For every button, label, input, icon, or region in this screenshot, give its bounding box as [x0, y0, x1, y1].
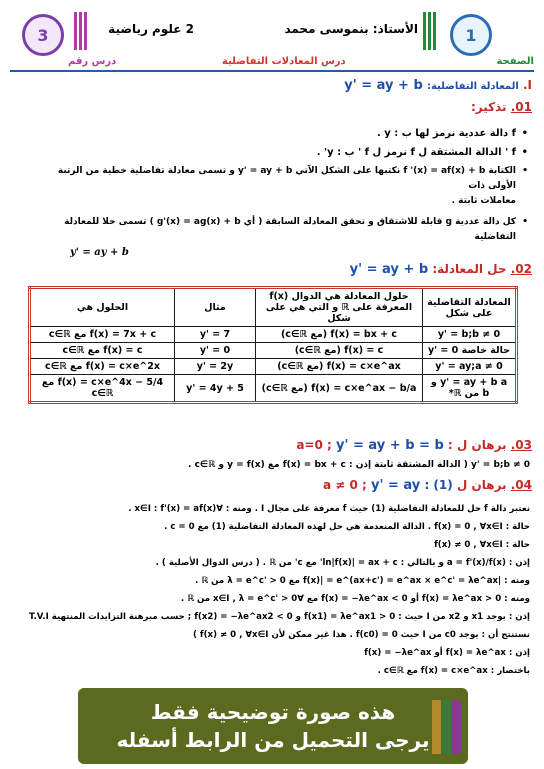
table-header: مثال [175, 288, 256, 327]
table-cell: y' = b;b ≠ 0 [423, 327, 517, 343]
table-cell: f(x) = c مع c∈ℝ [30, 343, 175, 359]
section-1-heading [232, 78, 532, 93]
proof-line-3: حالة : f(x) ≠ 0 , ∀x∈I [434, 540, 530, 550]
teacher-name: الأستاذ: بنموسى محمد [284, 22, 418, 36]
table-cell: y' = 0 [175, 343, 256, 359]
recall-item-4: • كل دالة عددية g قابلة للاشتقاق و تحقق المعادلة السابقة ( أي g'(x) = ag(x) + b ) تسمى حلا للمعادلة التفاضلية [30, 215, 530, 245]
page-header [8, 6, 536, 68]
lesson-number-logo [22, 14, 64, 56]
sub-03-line: y' = b;b ≠ 0 ( الدالة المشتقة ثابتة إذن : f(x) = bx + c مع y = f(x) و c∈ℝ . [188, 460, 530, 470]
recall-item-3: • الكتابة f '(x) = af(x) + b نكتبها على الشكل الآتي y' = ay + b و تسمى معادلة تفاضلية خطية من الرتبة الأولى ذات [30, 164, 530, 194]
proof-line-1: نعتبر دالة f حل للمعادلة التفاضلية (1) حيث f معرفة على مجال I . ومنه : ∀x∈I : f'(x) = af(x) . [128, 504, 530, 514]
table-cell: f(x) = c×e^ax − b/a (مع c∈ℝ) [256, 375, 423, 403]
sub-01-heading [471, 100, 532, 114]
proof-line-4: إذن : a = f'(x)/f(x) و بالتالي : ln|f(x)| = ax + c' مع c' من ℝ . ( درس الدوال الأصلية ) . [155, 558, 530, 568]
lesson-number-label: درس رقم [68, 56, 117, 67]
header-color-bars-right [423, 12, 436, 50]
page-number: 1 [465, 25, 477, 45]
banner-line-2: يرجى التحميل من الرابط أسفله [116, 728, 430, 752]
sub-02-title: حل المعادلة: [432, 262, 507, 276]
proof-line-7: إذن : يوجد x1 و x2 من I حيث : f(x1) = λe^ax1 > 0 و f(x2) = −λe^ax2 < 0 ; حسب مبرهنة التزايدات المنتهية T.V.I [28, 612, 530, 622]
table-row [30, 327, 517, 343]
table-cell: f(x) = c×e^ax (مع c∈ℝ) [256, 359, 423, 375]
solutions-table-wrap [28, 286, 518, 404]
sub-02-equation: y' = ay + b [349, 262, 429, 277]
proof-line-8: نستنتج أن : يوجد c0 من I حيث f(c0) = 0 . هذا غير ممكن لأن f(x) ≠ 0 , ∀x∈I ) [192, 630, 530, 640]
section-1-num: I. [522, 78, 532, 92]
table-cell: y' = 7 [175, 327, 256, 343]
proof-line-5: ومنه : |f(x)| = e^(ax+c') = e^ax × e^c' = λe^ax مع λ = e^c' > 0 من ℝ . [195, 576, 530, 586]
sub-04-title: برهان ل a ≠ 0 ; [322, 478, 507, 492]
table-row [30, 343, 517, 359]
sub-02-heading [350, 262, 532, 277]
table-cell: y' = 4y + 5 [175, 375, 256, 403]
sub-02-num: 02. [510, 262, 532, 276]
sub-04-equation: y' = ay [371, 478, 421, 493]
lesson-title: درس المعادلات التفاضلية [222, 56, 346, 67]
table-row [30, 375, 517, 403]
books-decoration-right [432, 700, 461, 754]
sub-04-tag: : (1) [424, 478, 453, 492]
lesson-number: 3 [37, 25, 49, 45]
recall-item-4-eq: y' = ay + b [70, 247, 129, 258]
sub-01-title: تذكير: [470, 100, 507, 114]
sub-03-title: برهان ل : a=0 ; [296, 438, 507, 452]
table-cell: y' = ay + b a و b من ℝ* [423, 375, 517, 403]
table-cell: f(x) = c×e^4x − 5/4 مع c∈ℝ [30, 375, 175, 403]
solutions-table [28, 286, 518, 404]
table-header: الحلول هي [30, 288, 175, 327]
table-cell: f(x) = c (مع c∈ℝ) [256, 343, 423, 359]
recall-list [30, 126, 530, 260]
proof-line-6: ومنه : f(x) = λe^ax > 0 أو f(x) = −λe^ax < 0 مع ∀x∈I , λ = e^c' > 0 من ℝ . [180, 594, 530, 604]
banner-line-1: هذه صورة توضيحية فقط [150, 700, 396, 724]
recall-item-1: • f دالة عددية نرمز لها ب : y . [30, 126, 530, 141]
table-cell: f(x) = 7x + c مع c∈ℝ [30, 327, 175, 343]
table-header: حلول المعادلة هي الدوال f(x) المعرفة على ℝ و التي هي على شكل [256, 288, 423, 327]
preview-banner [78, 688, 468, 764]
table-row [30, 359, 517, 375]
table-cell: حالة خاصة y' = 0 [423, 343, 517, 359]
proof-line-2: حالة : f(x) = 0 , ∀x∈I . الدالة المنعدمة هي حل لهذه المعادلة التفاضلية (1) مع c = 0 . [164, 522, 530, 532]
table-cell: f(x) = bx + c (مع c∈ℝ) [256, 327, 423, 343]
table-cell: f(x) = c×e^2x مع c∈ℝ [30, 359, 175, 375]
sub-04-proof [14, 500, 530, 680]
table-header-row [30, 288, 517, 327]
proof-line-10: باختصار : f(x) = c×e^ax مع c∈ℝ . [377, 666, 530, 676]
table-cell: y' = 2y [175, 359, 256, 375]
table-cell: y' = ay;a ≠ 0 [423, 359, 517, 375]
level-label: 2 علوم رياضية [108, 22, 194, 36]
header-color-bars-left [74, 12, 87, 50]
recall-item-2: • f ' الدالة المشتقة ل f نرمز ل f ' ب : y' . [30, 145, 530, 160]
sub-04-heading [323, 478, 532, 493]
section-1-title: المعادلة التفاضلية: [426, 81, 519, 92]
sub-03-heading [296, 438, 532, 453]
page-number-logo [450, 14, 492, 56]
sub-03-equation: y' = ay + b = b [336, 438, 444, 453]
table-header: المعادلة التفاضلية على شكل [423, 288, 517, 327]
sub-04-num: 04. [510, 478, 532, 492]
section-1-equation: y' = ay + b [344, 78, 423, 93]
proof-line-9: إذن : f(x) = λe^ax أو f(x) = −λe^ax [364, 648, 530, 658]
sub-03-num: 03. [510, 438, 532, 452]
header-divider [10, 70, 534, 72]
page-label: الصفحة [496, 56, 534, 67]
sub-01-num: 01. [510, 100, 532, 114]
recall-item-3-cont: معاملات ثابتة . [451, 196, 516, 206]
